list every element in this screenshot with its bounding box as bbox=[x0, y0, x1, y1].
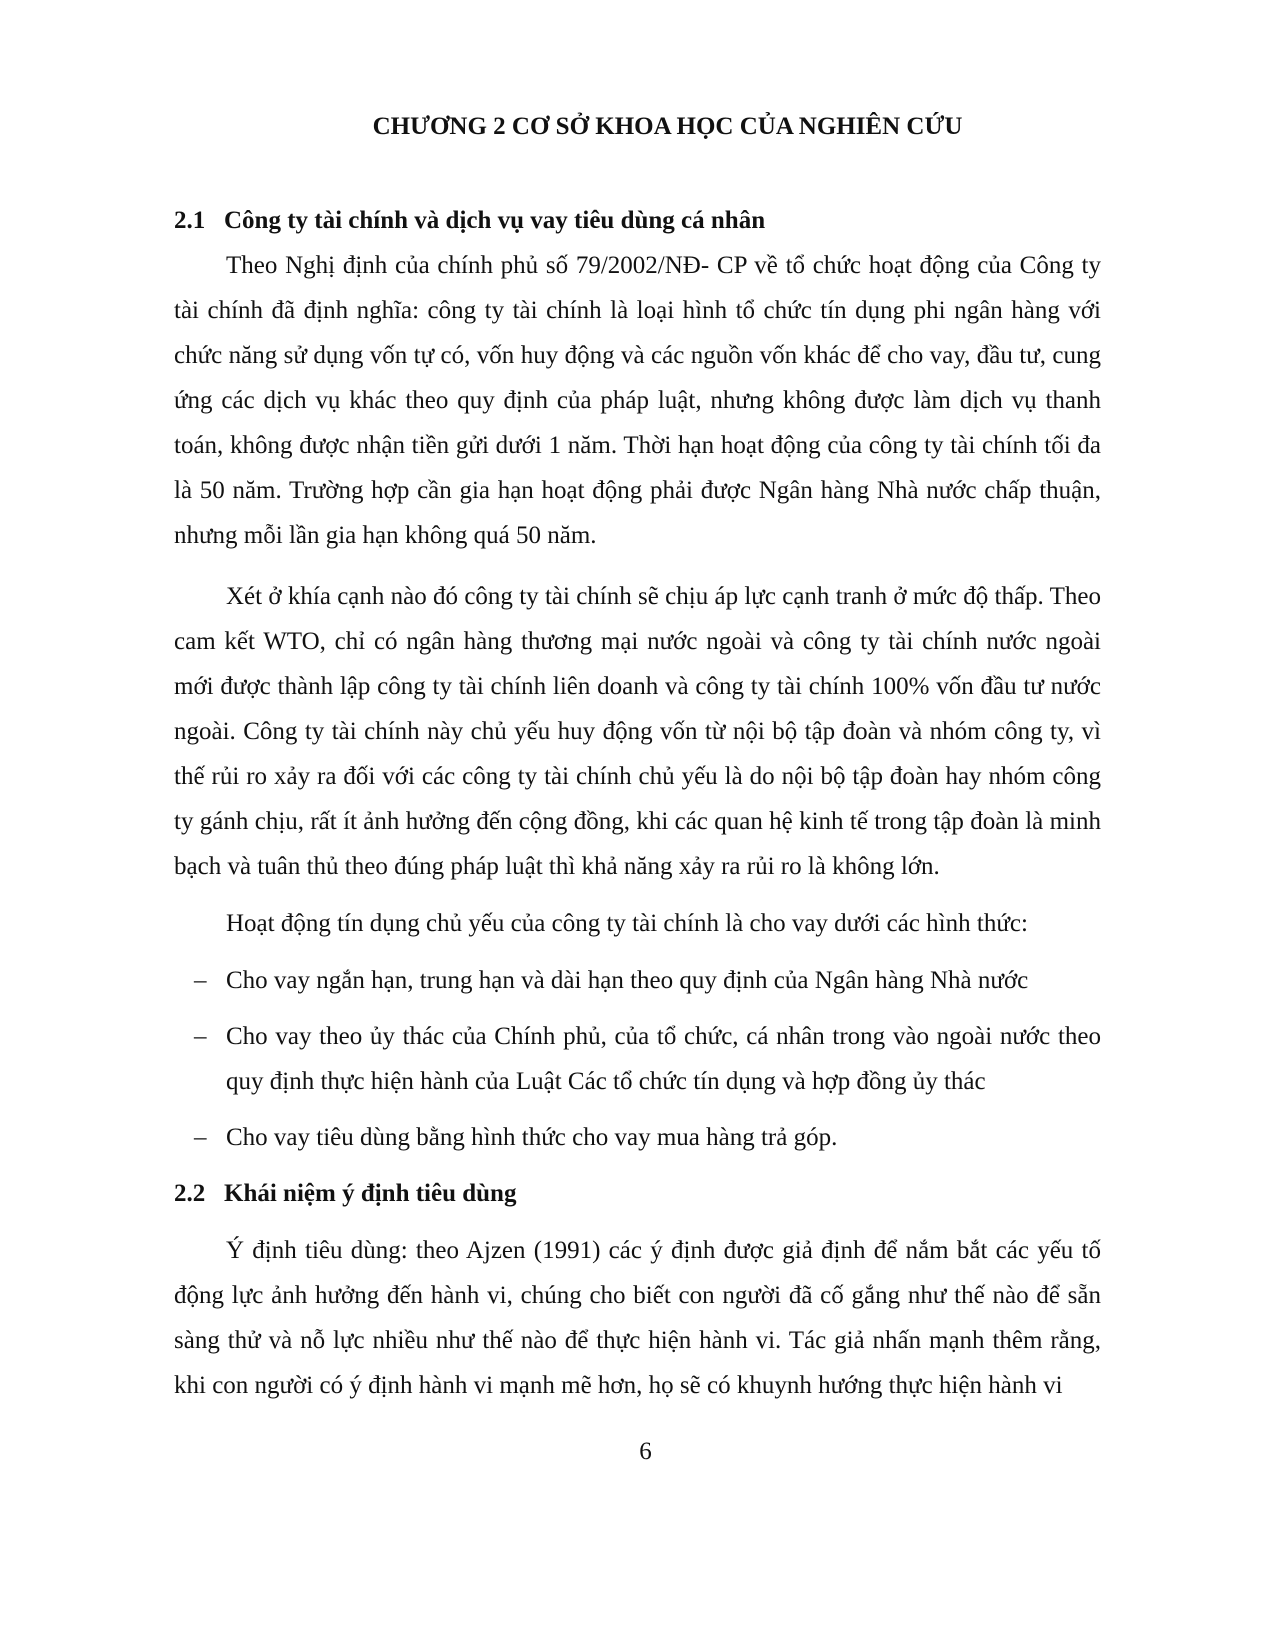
list-item bbox=[174, 958, 1101, 1003]
list-item-text: Cho vay tiêu dùng bằng hình thức cho vay mua hàng trả góp. bbox=[226, 1124, 838, 1151]
list-item bbox=[174, 1014, 1101, 1104]
list-item-text: Cho vay ngắn hạn, trung hạn và dài hạn theo quy định của Ngân hàng Nhà nước bbox=[226, 967, 1029, 994]
section-2-1-paragraph-1: Theo Nghị định của chính phủ số 79/2002/NĐ- CP về tổ chức hoạt động của Công ty tài chính đã định nghĩa: công ty tài chính là loại hình tổ chức tín dụng phi ngân hàng với chức năng sử dụng vốn tự có, vốn huy động và các nguồn vốn khác để cho vay, đầu tư, cung ứng các dịch vụ khác theo quy định của pháp luật, nhưng không được làm dịch vụ thanh toán, không được nhận tiền gửi dưới 1 năm. Thời hạn hoạt động của công ty tài chính tối đa là 50 năm. Trường hợp cần gia hạn hoạt động phải được Ngân hàng Nhà nước chấp thuận, nhưng mỗi lần gia hạn không quá 50 năm. bbox=[174, 252, 1101, 549]
list-item-text: Cho vay theo ủy thác của Chính phủ, của tổ chức, cá nhân trong vào ngoài nước theo quy định thực hiện hành của Luật Các tổ chức tín dụng và hợp đồng ủy thác bbox=[226, 1023, 1101, 1095]
section-2-1-heading bbox=[174, 198, 1101, 243]
section-2-1-number: 2.1 bbox=[174, 207, 206, 234]
section-2-2-heading bbox=[174, 1171, 1101, 1216]
list-item bbox=[174, 1115, 1101, 1160]
list-dash-marker: – bbox=[194, 1023, 207, 1050]
section-2-2-number: 2.2 bbox=[174, 1180, 206, 1207]
page-number: 6 bbox=[639, 1438, 652, 1465]
list-dash-marker: – bbox=[194, 1124, 207, 1151]
chapter-title: CHƯƠNG 2 CƠ SỞ KHOA HỌC CỦA NGHIÊN CỨU bbox=[372, 113, 963, 140]
lending-forms-list bbox=[174, 958, 1101, 1160]
section-2-2-title: Khái niệm ý định tiêu dùng bbox=[224, 1180, 517, 1207]
section-2-1-title: Công ty tài chính và dịch vụ vay tiêu dùng cá nhân bbox=[224, 207, 766, 234]
section-2-1-paragraph-3: Hoạt động tín dụng chủ yếu của công ty tài chính là cho vay dưới các hình thức: bbox=[226, 910, 1028, 937]
page-content bbox=[174, 198, 1101, 1408]
section-2-2-paragraph-1: Ý định tiêu dùng: theo Ajzen (1991) các ý định được giả định để nắm bắt các yếu tố động lực ảnh hưởng đến hành vi, chúng cho biết con người đã cố gắng như thế nào để sẵn sàng thử và nỗ lực nhiều như thế nào để thực hiện hành vi. Tác giả nhấn mạnh thêm rằng, khi con người có ý định hành vi mạnh mẽ hơn, họ sẽ có khuynh hướng thực hiện hành vi bbox=[174, 1237, 1101, 1399]
section-2-1-paragraph-2: Xét ở khía cạnh nào đó công ty tài chính sẽ chịu áp lực cạnh tranh ở mức độ thấp. Theo cam kết WTO, chỉ có ngân hàng thương mại nước ngoài và công ty tài chính nước ngoài mới được thành lập công ty tài chính liên doanh và công ty tài chính 100% vốn đầu tư nước ngoài. Công ty tài chính này chủ yếu huy động vốn từ nội bộ tập đoàn và nhóm công ty, vì thế rủi ro xảy ra đối với các công ty tài chính chủ yếu là do nội bộ tập đoàn hay nhóm công ty gánh chịu, rất ít ảnh hưởng đến cộng đồng, khi các quan hệ kinh tế trong tập đoàn là minh bạch và tuân thủ theo đúng pháp luật thì khả năng xảy ra rủi ro là không lớn. bbox=[174, 583, 1101, 880]
list-dash-marker: – bbox=[194, 967, 207, 994]
